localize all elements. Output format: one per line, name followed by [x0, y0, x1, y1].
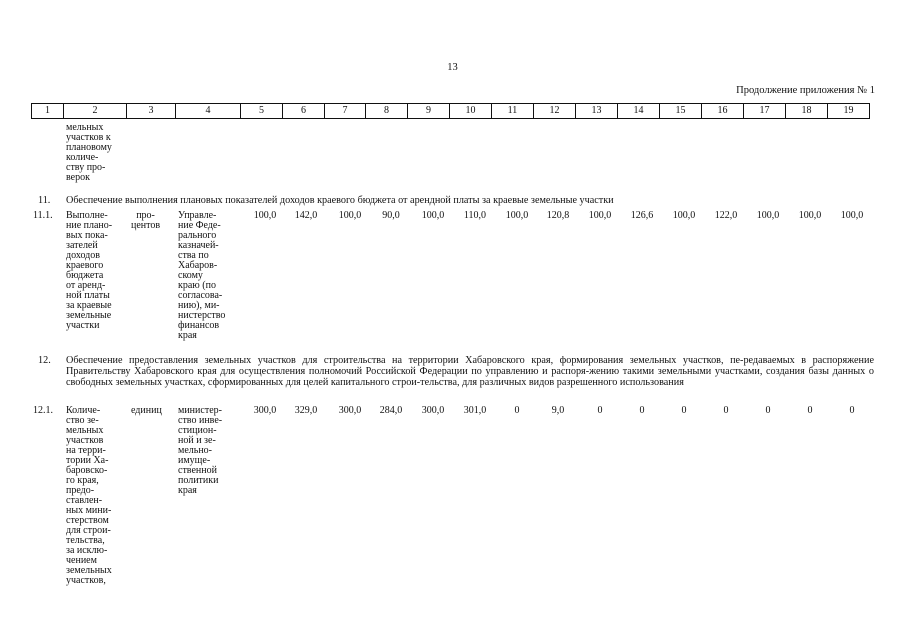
row-11-1-unit: про- центов	[131, 210, 161, 231]
value-col-6: 142,0	[294, 210, 318, 221]
row-12-1-number: 12.1.	[33, 405, 53, 416]
column-number-7: 7	[325, 104, 366, 119]
value-col-13: 100,0	[588, 210, 612, 221]
value-col-17: 100,0	[756, 210, 780, 221]
column-number-15: 15	[660, 104, 702, 119]
value-col-11: 100,0	[505, 210, 529, 221]
value-col-19: 100,0	[840, 210, 864, 221]
value-col-5: 100,0	[253, 210, 277, 221]
value-col-17: 0	[765, 405, 771, 416]
column-number-11: 11	[492, 104, 534, 119]
column-number-14: 14	[618, 104, 660, 119]
page-number: 13	[447, 62, 458, 73]
value-col-16: 122,0	[714, 210, 738, 221]
value-col-16: 0	[723, 405, 729, 416]
value-col-6: 329,0	[294, 405, 318, 416]
row-11-1-indicator: Выполне- ние плано- вых пока- зателей доходов краевого бюджета от аренд- ной платы за краевые земельные участки	[66, 210, 113, 331]
carryover-indicator-text: мельных участков к плановому количе- ству про- верок	[66, 122, 112, 183]
value-col-10: 301,0	[463, 405, 487, 416]
value-col-12: 9,0	[551, 405, 565, 416]
column-number-9: 9	[408, 104, 450, 119]
value-col-13: 0	[597, 405, 603, 416]
value-col-8: 90,0	[382, 210, 400, 221]
column-number-17: 17	[744, 104, 786, 119]
column-number-12: 12	[534, 104, 576, 119]
column-number-10: 10	[450, 104, 492, 119]
value-col-10: 110,0	[463, 210, 487, 221]
value-col-7: 100,0	[338, 210, 362, 221]
section-12-number: 12.	[38, 355, 51, 366]
value-col-5: 300,0	[253, 405, 277, 416]
row-12-1-unit: единиц	[131, 405, 162, 416]
section-11-title: Обеспечение выполнения плановых показателей доходов краевого бюджета от арендной платы за краевые земельные участки	[66, 195, 614, 206]
row-12-1-responsible: министер- ство инве- стицион- ной и зе- мельно- имуще- ственной политики края	[178, 405, 223, 496]
column-number-1: 1	[32, 104, 64, 119]
value-col-12: 120,8	[546, 210, 570, 221]
column-number-3: 3	[127, 104, 176, 119]
value-col-7: 300,0	[338, 405, 362, 416]
value-col-19: 0	[849, 405, 855, 416]
value-col-14: 126,6	[630, 210, 654, 221]
column-header-table	[31, 103, 870, 119]
column-number-18: 18	[786, 104, 828, 119]
column-number-6: 6	[283, 104, 325, 119]
section-12-title: Обеспечение предоставления земельных участков для строительства на территории Хабаровского края, формирования земельных участков, пе-редаваемых в распоряжение Правительству Хабаровского края для осуществления полномочий Российской Федерации по управлению и распоря-жению такими земельными участками, создания базы данных о свободных земельных участках, сформированных для целей капитального строи-тельства, для различных видов разрешенного использования	[66, 355, 874, 388]
value-col-14: 0	[639, 405, 645, 416]
column-number-2: 2	[64, 104, 127, 119]
value-col-9: 100,0	[421, 210, 445, 221]
row-11-1-responsible: Управле- ние Феде- рального казначей- ства по Хабаров- скому краю (по согласова- нию), ми- нистерство финансов края	[178, 210, 226, 341]
column-number-5: 5	[241, 104, 283, 119]
value-col-8: 284,0	[379, 405, 403, 416]
section-11-number: 11.	[38, 195, 51, 206]
value-col-9: 300,0	[421, 405, 445, 416]
row-12-1-indicator: Количе- ство зе- мельных участков на терри- тории Ха- баровско- го края, предо- ставлен- ных мини- стерством для строи- тельства, за исклю- чением земельных участков,	[66, 405, 112, 586]
column-number-4: 4	[176, 104, 241, 119]
value-col-11: 0	[514, 405, 520, 416]
column-number-row	[32, 104, 870, 119]
value-col-15: 0	[681, 405, 687, 416]
value-col-18: 100,0	[798, 210, 822, 221]
value-col-15: 100,0	[672, 210, 696, 221]
continuation-label: Продолжение приложения № 1	[736, 85, 875, 96]
column-number-13: 13	[576, 104, 618, 119]
row-11-1-number: 11.1.	[33, 210, 53, 221]
column-number-19: 19	[828, 104, 870, 119]
column-number-16: 16	[702, 104, 744, 119]
column-number-8: 8	[366, 104, 408, 119]
value-col-18: 0	[807, 405, 813, 416]
